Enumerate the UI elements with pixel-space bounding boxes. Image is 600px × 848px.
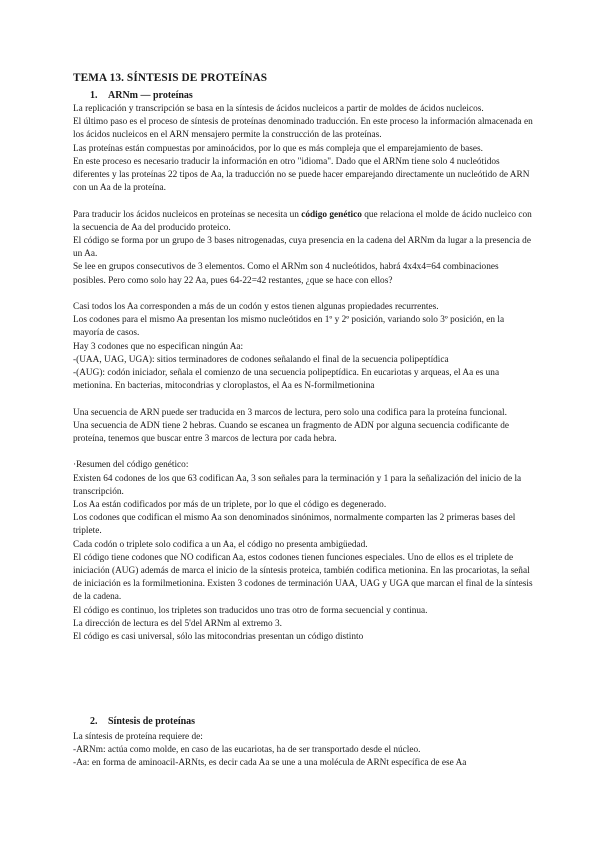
section-2-heading: [90, 716, 195, 727]
paragraph: Una secuencia de ARN puede ser traducida en 3 marcos de lectura, pero solo una codifica para la proteína funcional.: [73, 407, 507, 418]
paragraph: El código se forma por un grupo de 3 bases nitrogenadas, cuya presencia en la cadena del ARNm da lugar a la presencia de un Aa.: [73, 236, 531, 260]
codigo-text-pre: Para traducir los ácidos nucleicos en proteínas se necesita un: [73, 209, 302, 220]
paragraph: Los codones para el mismo Aa presentan los mismo nucleótidos en 1º y 2º posición, variando solo 3º posición, en la mayoría de casos.: [73, 315, 505, 339]
paragraph: Las proteínas están compuestas por aminoácidos, por lo que es más compleja que el emparejamiento de bases.: [73, 143, 483, 154]
paragraph: ·Resumen del código genético:: [73, 460, 189, 471]
paragraph: -(UAA, UAG, UGA): sitios terminadores de codones señalando el final de la secuencia polipeptídica: [73, 354, 449, 365]
document-title: TEMA 13. SÍNTESIS DE PROTEÍNAS: [73, 72, 268, 84]
paragraph: Cada codón o triplete solo codifica a un Aa, el código no presenta ambigüedad.: [73, 539, 368, 550]
section-2-body: [73, 731, 533, 771]
paragraph: El código es casi universal, sólo las mitocondrias presentan un código distinto: [73, 632, 364, 643]
section-1-heading-text: ARNm — proteínas: [108, 90, 193, 101]
section-2-heading-text: Síntesis de proteínas: [108, 716, 196, 727]
codigo-text-post: que relaciona el molde de ácido nucleico con la secuencia de Aa del producido proteico.: [73, 209, 532, 233]
paragraph: -ARNm: actúa como molde, en caso de las eucariotas, ha de ser transportado desde el núcleo.: [73, 745, 421, 756]
paragraph-codigo-genetico: [73, 209, 533, 235]
paragraph: La dirección de lectura es del 5'del ARNm al extremo 3.: [73, 618, 282, 629]
paragraph: Existen 64 codones de los que 63 codifican Aa, 3 son señales para la terminación y 1 para la señalización del inicio de la transcripción.: [73, 473, 522, 497]
paragraph: En este proceso es necesario traducir la información en otro "idioma". Dado que el ARNm tiene solo 4 nucleótidos diferentes y las proteínas 22 tipos de Aa, la traducción no se puede hacer emparejando directamente un nucleótido de ARN con un Aa de la proteína.: [73, 156, 530, 194]
section-1-heading: [90, 90, 193, 101]
paragraph: Una secuencia de ADN tiene 2 hebras. Cuando se escanea un fragmento de ADN por alguna secuencia codificante de proteína, tenemos que buscar entre 3 marcos de lectura por cada hebra.: [73, 420, 510, 445]
codigo-genetico-bold: código genético: [301, 209, 362, 220]
paragraph: El último paso es el proceso de síntesis de proteínas denominado traducción. En este proceso la información almacenada en los ácidos nucleicos en el ARN mensajero permite la construcción de las proteínas.: [73, 117, 533, 141]
section-1-body: [73, 103, 533, 644]
paragraph: Casi todos los Aa corresponden a más de un codón y estos tienen algunas propiedades recurrentes.: [73, 302, 439, 313]
section-2-number: 2.: [90, 716, 98, 727]
paragraph: La síntesis de proteína requiere de:: [73, 732, 203, 742]
paragraph: Los codones que codifican el mismo Aa son denominados sinónimos, normalmente comparten las 2 primeras bases del triplete.: [73, 513, 516, 537]
paragraph: -Aa: en forma de aminoacil-ARNts, es decir cada Aa se une a una molécula de ARNt específica de ese Aa: [73, 758, 467, 769]
paragraph: -(AUG): codón iniciador, señala el comienzo de una secuencia polipeptídica. En eucariotas y arqueas, el Aa es una metionina. En bacterias, mitocondrias y cloroplastos, el Aa es N-formilmetionina: [73, 368, 500, 392]
paragraph: Se lee en grupos consecutivos de 3 elementos. Como el ARNm son 4 nucleótidos, habrá 4x4x4=64 combinaciones posibles. Pero como solo hay 22 Aa, pues 64-22=42 restantes, ¿que se hace con ellos?: [73, 262, 499, 286]
paragraph: El código tiene codones que NO codifican Aa, estos codones tienen funciones especiales. Uno de ellos es el triplete de iniciación (AUG) además de marca el inicio de la síntesis proteica, también codifica metionina. En las procariotas, la señal de iniciación es la formilmetionina. Existen 3 codones de terminación UAA, UAG y UGA que marcan el final de la síntesis de la cadena.: [73, 552, 533, 603]
paragraph: Los Aa están codificados por más de un triplete, por lo que el código es degenerado.: [73, 500, 387, 511]
paragraph: La replicación y transcripción se basa en la síntesis de ácidos nucleicos a partir de moldes de ácidos nucleicos.: [73, 104, 484, 114]
paragraph: El código es continuo, los tripletes son traducidos uno tras otro de forma secuencial y continua.: [73, 605, 428, 616]
section-1-number: 1.: [90, 90, 98, 101]
paragraph: Hay 3 codones que no especifican ningún Aa:: [73, 341, 244, 352]
